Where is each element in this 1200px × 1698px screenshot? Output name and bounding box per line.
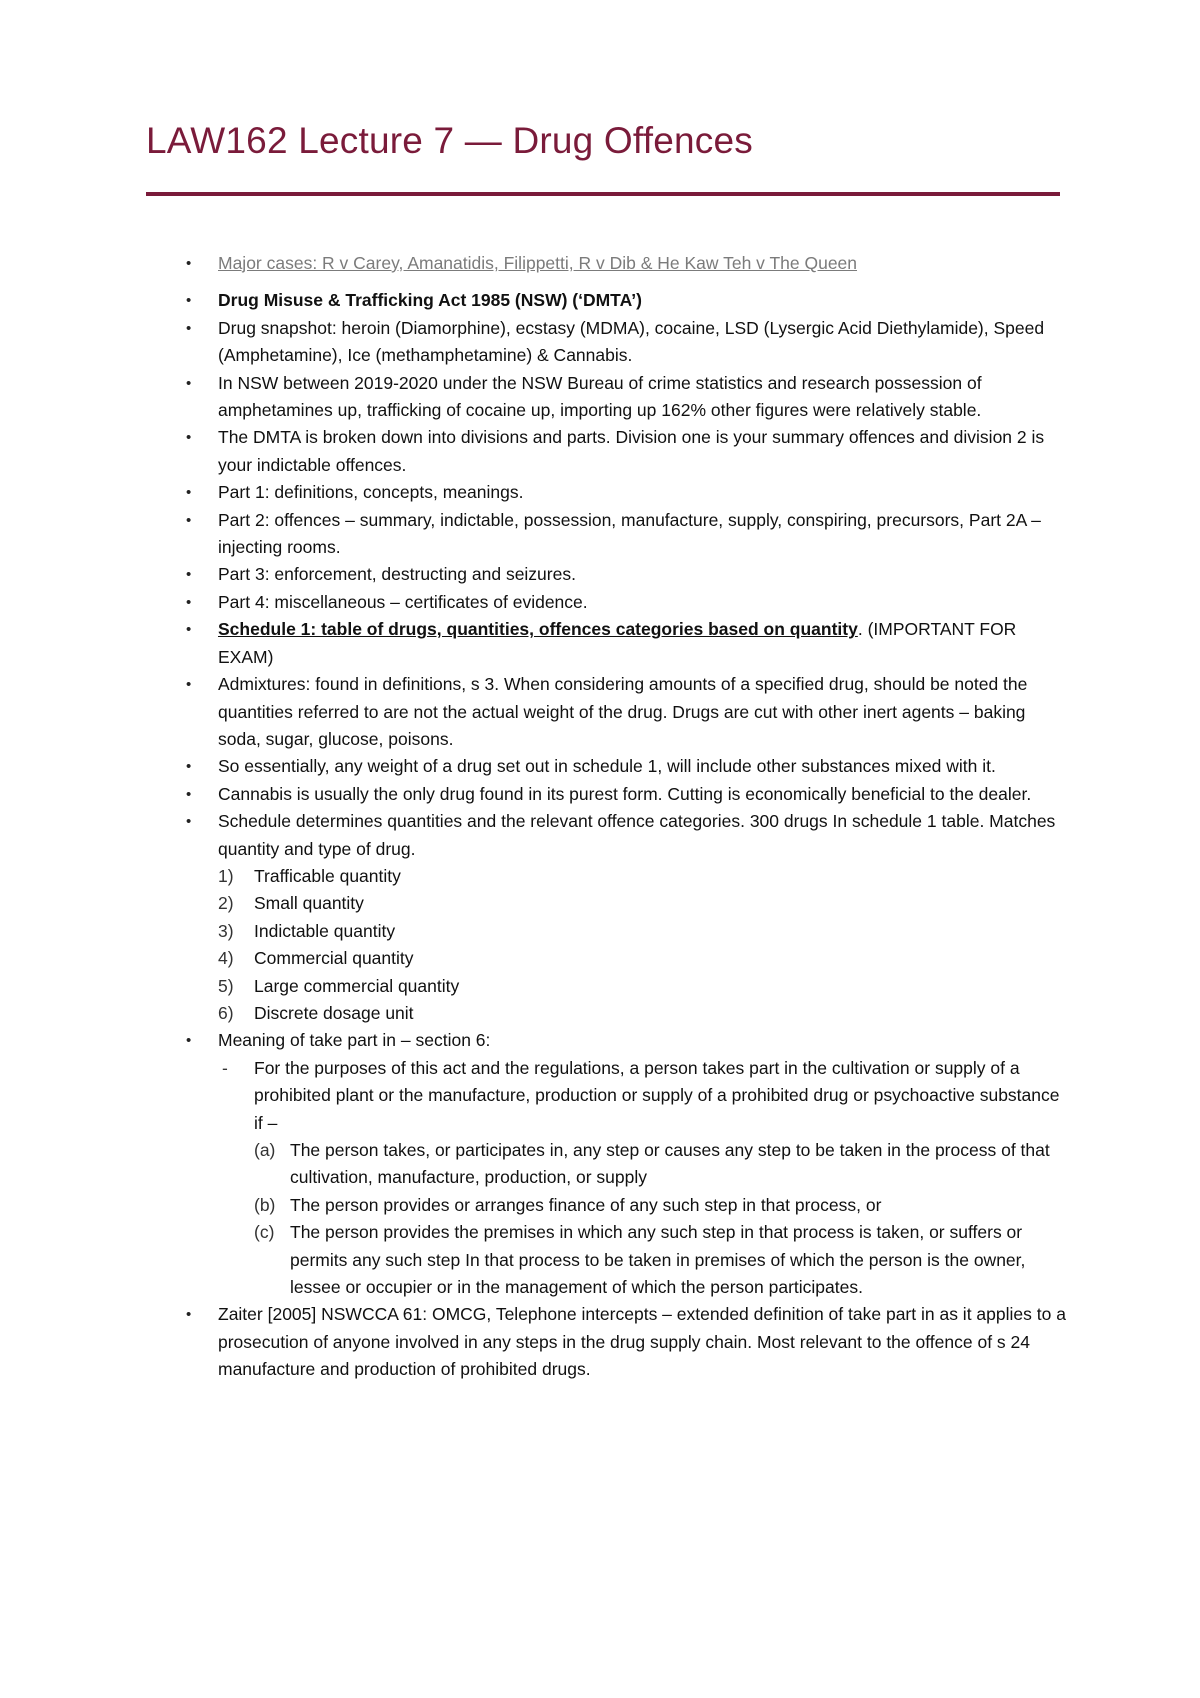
dash-marker: - <box>222 1057 228 1078</box>
snapshot-text: Drug snapshot: heroin (Diamorphine), ecstasy (MDMA), cocaine, LSD (Lysergic Acid Diethylamide), Speed (Amphetamine), Ice (methamphetamine) & Cannabis. <box>218 317 1045 366</box>
admixtures-text: Admixtures: found in definitions, s 3. When considering amounts of a specified drug, should be noted the quantities referred to are not the actual weight of the drug. Drugs are cut with other inert agents – baking soda, sugar, glucose, poisons. <box>218 674 1028 749</box>
schedule-determines-text: Schedule determines quantities and the relevant offence categories. 300 drugs In schedule 1 table. Matches quantity and type of drug. <box>218 811 1056 859</box>
quantity-marker: 3) <box>218 920 234 941</box>
take-part-text: Meaning of take part in – section 6: <box>218 1030 491 1051</box>
list-item-zaiter <box>146 1301 1066 1383</box>
subitem-text: The person takes, or participates in, any step or causes any step to be taken in the process of that cultivation, manufacture, production, or supply <box>290 1140 1050 1188</box>
quantity-text: Trafficable quantity <box>254 865 401 886</box>
page-title: LAW162 Lecture 7 — Drug Offences <box>146 120 753 161</box>
list-item-schedule1 <box>146 616 1066 671</box>
list-item-schedule-determines <box>146 808 1066 1027</box>
list-item-essentially <box>146 753 1066 780</box>
quantity-item <box>218 945 1066 972</box>
quantity-item <box>218 863 1066 890</box>
subitem-text: The person provides or arranges finance of any such step in that process, or <box>290 1194 882 1215</box>
notes-list <box>146 250 1066 1384</box>
essentially-text: So essentially, any weight of a drug set out in schedule 1, will include other substances mixed with it. <box>218 756 996 777</box>
list-item-snapshot <box>146 315 1066 370</box>
quantity-list <box>218 863 1066 1027</box>
part4-text: Part 4: miscellaneous – certificates of evidence. <box>218 591 588 612</box>
subitem-marker: (c) <box>254 1222 275 1243</box>
quantity-item <box>218 918 1066 945</box>
divisions-text: The DMTA is broken down into divisions and parts. Division one is your summary offences and division 2 is your indictable offences. <box>218 427 1045 475</box>
title-divider <box>146 192 1060 196</box>
list-item-divisions <box>146 424 1066 479</box>
nsw-stats-text: In NSW between 2019-2020 under the NSW Bureau of crime statistics and research possession of amphetamines up, trafficking of cocaine up, importing up 162% other figures were relatively stable. <box>218 372 982 421</box>
quantity-text: Commercial quantity <box>254 948 414 969</box>
quantity-marker: 6) <box>218 1002 234 1023</box>
quantity-marker: 1) <box>218 865 234 886</box>
quantity-text: Small quantity <box>254 893 364 914</box>
zaiter-text: Zaiter [2005] NSWCCA 61: OMCG, Telephone intercepts – extended definition of take part in as it applies to a prosecution of anyone involved in any steps in the drug supply chain. Most relevant to the offence of s 24 manufacture and production of prohibited drugs. <box>218 1304 1066 1380</box>
part1-text: Part 1: definitions, concepts, meanings. <box>218 482 524 503</box>
subitem-marker: (b) <box>254 1194 276 1215</box>
subitem-text: The person provides the premises in which any such step in that process is taken, or suffers or permits any such step In that process to be taken in premises of which the person is the owner, lessee or occupier or in the management of which the person participates. <box>290 1222 1026 1298</box>
list-item-part1 <box>146 479 1066 506</box>
list-item-admixtures <box>146 671 1066 753</box>
part2-text: Part 2: offences – summary, indictable, possession, manufacture, supply, conspiring, precursors, Part 2A – injecting rooms. <box>218 509 1041 558</box>
list-item-dmta <box>146 287 1066 314</box>
list-item-part2 <box>146 507 1066 562</box>
quantity-marker: 2) <box>218 893 234 914</box>
quantity-text: Large commercial quantity <box>254 975 460 996</box>
quantity-item <box>218 973 1066 1000</box>
quantity-item <box>218 1000 1066 1027</box>
quantity-text: Indictable quantity <box>254 920 396 941</box>
quantity-text: Discrete dosage unit <box>254 1002 414 1023</box>
major-cases-link[interactable]: Major cases: R v Carey, Amanatidis, Filippetti, R v Dib & He Kaw Teh v The Queen <box>218 253 858 273</box>
section6-list <box>218 1055 1066 1302</box>
list-item-nsw-stats <box>146 370 1066 425</box>
quantity-marker: 4) <box>218 948 234 969</box>
part3-text: Part 3: enforcement, destructing and seizures. <box>218 564 576 585</box>
section6-text: For the purposes of this act and the regulations, a person takes part in the cultivation or supply of a prohibited plant or the manufacture, production or supply of a prohibited drug or psychoactive substance if – <box>254 1057 1060 1133</box>
dmta-heading: Drug Misuse & Trafficking Act 1985 (NSW) (‘DMTA’) <box>218 290 642 311</box>
schedule1-heading: Schedule 1: table of drugs, quantities, offences categories based on quantity <box>218 619 858 640</box>
section6-subitem-b <box>254 1192 1066 1219</box>
quantity-item <box>218 890 1066 917</box>
list-item-cannabis <box>146 781 1066 808</box>
quantity-marker: 5) <box>218 975 234 996</box>
section6-subitem-c <box>254 1219 1066 1301</box>
section6-subitem-a <box>254 1137 1066 1192</box>
cannabis-text: Cannabis is usually the only drug found in its purest form. Cutting is economically beneficial to the dealer. <box>218 783 1032 804</box>
list-item-part3 <box>146 561 1066 588</box>
list-item-take-part <box>146 1027 1066 1301</box>
list-item-part4 <box>146 589 1066 616</box>
section6-item <box>218 1055 1066 1302</box>
schedule1-note: . (IMPORTANT FOR EXAM) <box>218 619 1017 667</box>
section6-subitems <box>254 1137 1066 1301</box>
subitem-marker: (a) <box>254 1140 276 1160</box>
document-body <box>146 250 1066 1384</box>
list-item-major-cases <box>146 250 1066 277</box>
